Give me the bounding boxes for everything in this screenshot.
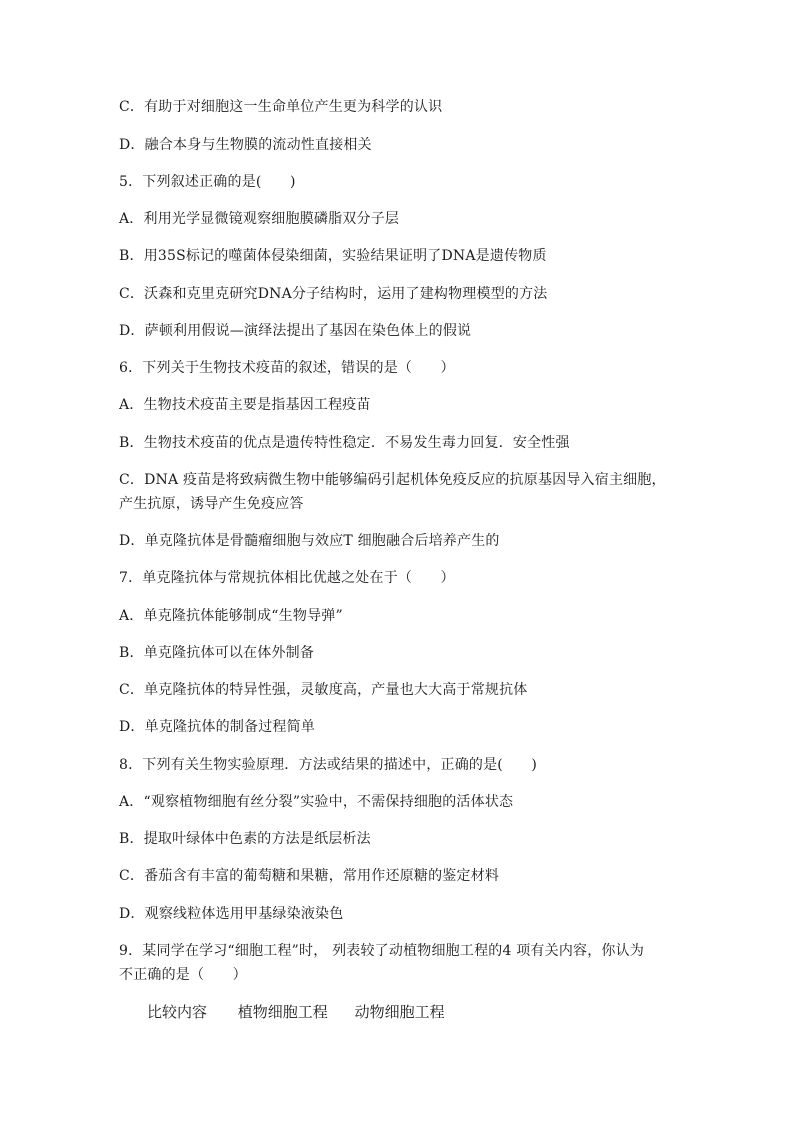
option-c-q6-line2: 产生抗原，诱导产生免疫应答 <box>119 496 304 512</box>
option-b-q8: B．提取叶绿体中色素的方法是纸层析法 <box>119 831 371 847</box>
option-b-q7: B．单克隆抗体可以在体外制备 <box>119 645 315 661</box>
option-d-q4: D．融合本身与生物膜的流动性直接相关 <box>119 137 372 153</box>
option-c-q5: C．沃森和克里克研究DNA分子结构时，运用了建构物理模型的方法 <box>119 286 548 302</box>
option-a-q8: A．“观察植物细胞有丝分裂”实验中，不需保持细胞的活体状态 <box>119 794 514 810</box>
table-header-cell: 比较内容 <box>147 1003 208 1021</box>
question-7: 7．单克隆抗体与常规抗体相比优越之处在于（ ） <box>119 570 455 586</box>
question-8: 8．下列有关生物实验原理．方法或结果的描述中，正确的是( ) <box>119 757 538 773</box>
option-b-q5: B．用35S标记的噬菌体侵染细菌，实验结果证明了DNA是遗传物质 <box>119 248 547 264</box>
option-c-q7: C．单克隆抗体的特异性强，灵敏度高，产量也大大高于常规抗体 <box>119 682 528 698</box>
option-a-q5: A．利用光学显微镜观察细胞膜磷脂双分子层 <box>119 211 400 227</box>
option-d-q5: D．萨顿利用假说—演绎法提出了基因在染色体上的假说 <box>119 323 472 339</box>
comparison-table-header <box>147 1002 475 1022</box>
question-5: 5．下列叙述正确的是( ) <box>119 174 296 190</box>
option-c-q6-line1: C．DNA 疫苗是将致病微生物中能够编码引起机体免疫反应的抗原基因导入宿主细胞， <box>119 472 666 488</box>
option-d-q6: D．单克隆抗体是骨髓瘤细胞与效应T 细胞融合后培养产生的 <box>119 533 500 549</box>
option-a-q7: A．单克隆抗体能够制成“生物导弹” <box>119 608 343 624</box>
option-d-q7: D．单克隆抗体的制备过程简单 <box>119 719 316 735</box>
table-header-cell: 动物细胞工程 <box>354 1003 445 1021</box>
question-9-line2: 不正确的是（ ） <box>119 967 247 983</box>
option-d-q8: D．观察线粒体选用甲基绿染液染色 <box>119 906 344 922</box>
option-b-q6: B．生物技术疫苗的优点是遗传特性稳定．不易发生毒力回复．安全性强 <box>119 435 570 451</box>
option-a-q6: A．生物技术疫苗主要是指基因工程疫苗 <box>119 397 371 413</box>
question-9-line1: 9．某同学在学习“细胞工程”时， 列表较了动植物细胞工程的4 项有关内容，你认为 <box>119 943 645 959</box>
option-c-q4: C．有助于对细胞这一生命单位产生更为科学的认识 <box>119 99 443 115</box>
option-c-q8: C．番茄含有丰富的葡萄糖和果糖，常用作还原糖的鉴定材料 <box>119 868 500 884</box>
table-header-cell: 植物细胞工程 <box>237 1003 328 1021</box>
question-6: 6．下列关于生物技术疫苗的叙述，错误的是（ ） <box>119 360 455 376</box>
